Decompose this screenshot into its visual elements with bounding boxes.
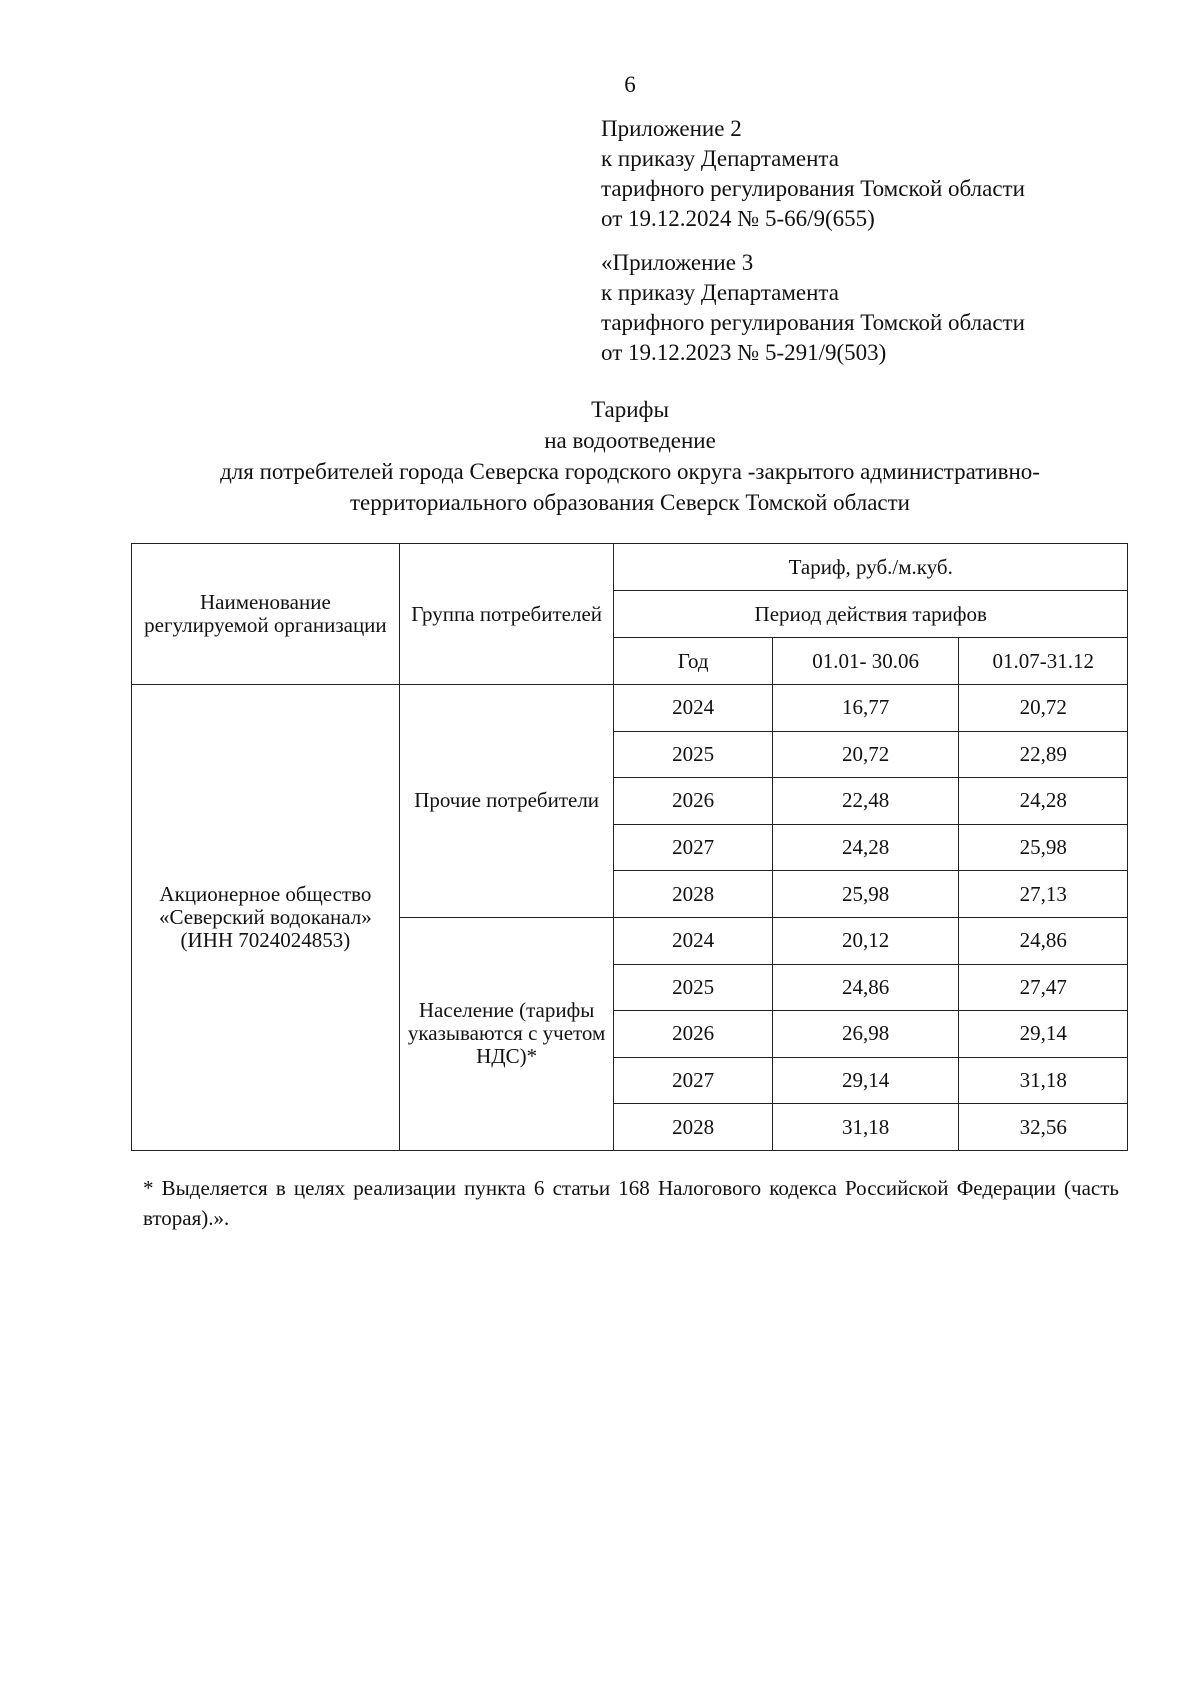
year-cell: 2025 [614, 731, 772, 778]
year-cell: 2028 [614, 871, 772, 918]
table-row [132, 685, 1128, 732]
tariff-h2-cell: 31,18 [959, 1057, 1128, 1104]
group-other-consumers: Прочие потребители [399, 685, 614, 918]
tariff-table [131, 543, 1128, 1151]
appendix-3-line-4: от 19.12.2023 № 5-291/9(503) [601, 340, 887, 365]
year-cell: 2026 [614, 1011, 772, 1058]
appendix-2-line-2: к приказу Департамента [601, 146, 839, 171]
tariff-h2-cell: 24,28 [959, 778, 1128, 825]
appendix-3-line-3: тарифного регулирования Томской области [601, 310, 1025, 335]
tariff-h1-cell: 25,98 [772, 871, 959, 918]
appendix-2-header [601, 114, 1025, 234]
tariff-h2-cell: 20,72 [959, 685, 1128, 732]
appendix-2-line-1: Приложение 2 [601, 116, 742, 141]
title-line-3: для потребителей города Северска городского округа -закрытого административно- [220, 459, 1040, 484]
header-consumer-group: Группа потребителей [399, 544, 614, 685]
document-title [100, 394, 1160, 518]
year-cell: 2024 [614, 917, 772, 964]
year-cell: 2025 [614, 964, 772, 1011]
tariff-h2-cell: 24,86 [959, 917, 1128, 964]
page-number: 6 [624, 72, 636, 97]
tariff-h1-cell: 31,18 [772, 1104, 959, 1151]
organization-cell: Акционерное общество «Северский водоканал» (ИНН 7024024853) [132, 685, 400, 1151]
year-cell: 2024 [614, 685, 772, 732]
tariff-h1-cell: 24,28 [772, 824, 959, 871]
group-population: Население (тарифы указываются с учетом НДС)* [399, 917, 614, 1150]
tariff-h1-cell: 22,48 [772, 778, 959, 825]
header-first-half: 01.01- 30.06 [772, 638, 959, 685]
year-cell: 2027 [614, 1057, 772, 1104]
year-cell: 2026 [614, 778, 772, 825]
header-period: Период действия тарифов [614, 591, 1128, 638]
tariff-h2-cell: 22,89 [959, 731, 1128, 778]
header-tariff: Тариф, руб./м.куб. [614, 544, 1128, 591]
appendix-3-header [601, 248, 1025, 368]
tariff-h2-cell: 29,14 [959, 1011, 1128, 1058]
tariff-h2-cell: 27,47 [959, 964, 1128, 1011]
tariff-h1-cell: 16,77 [772, 685, 959, 732]
title-line-2: на водоотведение [544, 428, 716, 453]
year-cell: 2027 [614, 824, 772, 871]
tariff-h1-cell: 20,12 [772, 917, 959, 964]
tariff-h1-cell: 29,14 [772, 1057, 959, 1104]
tariff-h1-cell: 24,86 [772, 964, 959, 1011]
header-year: Год [614, 638, 772, 685]
tariff-h2-cell: 32,56 [959, 1104, 1128, 1151]
header-organization: Наименование регулируемой организации [132, 544, 400, 685]
tariff-h2-cell: 25,98 [959, 824, 1128, 871]
appendix-2-line-3: тарифного регулирования Томской области [601, 176, 1025, 201]
appendix-3-line-1: «Приложение 3 [601, 250, 754, 275]
title-line-1: Тарифы [591, 397, 669, 422]
tariff-h1-cell: 20,72 [772, 731, 959, 778]
header-second-half: 01.07-31.12 [959, 638, 1128, 685]
appendix-3-line-2: к приказу Департамента [601, 280, 839, 305]
tariff-h2-cell: 27,13 [959, 871, 1128, 918]
tariff-h1-cell: 26,98 [772, 1011, 959, 1058]
title-line-4: территориального образования Северск Томской области [350, 490, 910, 515]
year-cell: 2028 [614, 1104, 772, 1151]
footnote: * Выделяется в целях реализации пункта 6 статьи 168 Налогового кодекса Российской Федерации (часть вторая).». [143, 1176, 1119, 1230]
appendix-2-line-4: от 19.12.2024 № 5-66/9(655) [601, 206, 875, 231]
